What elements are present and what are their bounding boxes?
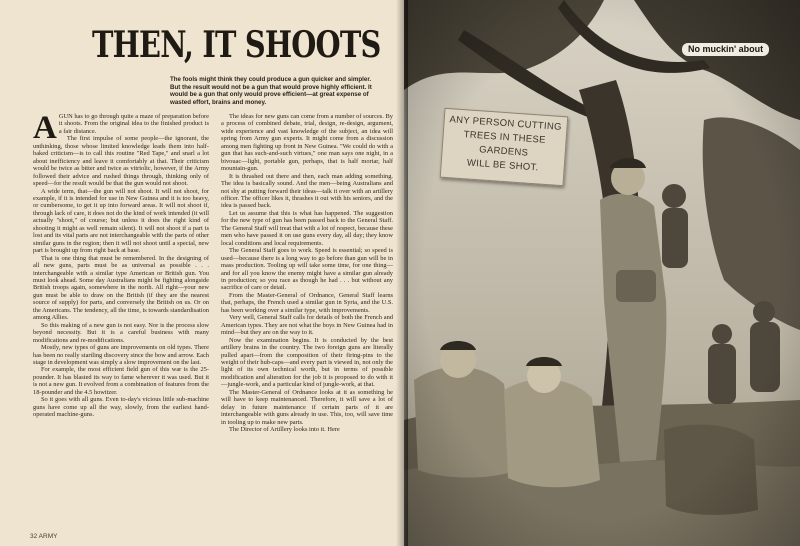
text-column-1 — [33, 113, 209, 533]
sign-line: ANY PERSON CUTTING — [449, 114, 563, 133]
paragraph: The Director of Artillery looks into it. Here — [229, 426, 340, 434]
vignette — [404, 0, 800, 546]
paragraph — [33, 113, 209, 146]
paragraph: The first impulse of some people—the ignorant, the unthinking, those whose limited knowledge leads them into half-baked criticism—is to call this routine "Red Tape," and snarl a lot about inefficiency and leave it comfortably at that. Their criticism would be twice as bitter and twice as vitriolic, however, if the Army followed their advice and rushed things through, thinking only of speed—for the result would be that the gun would not shoot. — [33, 135, 209, 188]
soldiers-photo — [404, 0, 800, 546]
photo-caption-tag: No muckin' about — [682, 43, 769, 56]
page-gutter — [396, 0, 408, 546]
paragraph: Very well, General Staff calls for details of both the French and American types. They are not what the boys in New Guinea had in mind—but they are on the way to it. — [221, 314, 393, 337]
paragraph: So this making of a new gun is not easy. Nor is the process slow beyond necessity. But it is a careful business with many modifications and re-modifications. — [33, 321, 209, 344]
paragraph: So it goes with all guns. Even to-day's vicious little sub-machine guns have come up all the way, slowly, from the earliest hand-operated machine-guns. — [33, 396, 209, 419]
paragraph: Mostly, new types of guns are improvements on old types. There has been no really startling discovery since the bow and arrow. Each stage in development was simply a slow improvement on the last. — [33, 344, 209, 366]
paragraph: The Master-General of Ordnance looks at it as something he will have to keep maintenanced. Therefore, it will save a lot of delay in future maintenance if certain parts of it are interchangeable with guns already in use. This, too, will save time in tooling up to make new parts. — [221, 388, 393, 426]
right-page-photo — [404, 0, 800, 546]
paragraph-text: GUN has to go through quite a maze of preparation before it shoots. From the original idea to the finished product is a fair distance. — [58, 113, 209, 135]
warning-sign — [440, 108, 569, 186]
page-folio: 32 ARMY — [30, 533, 58, 540]
text-column-2 — [221, 113, 393, 533]
sign-line: WILL BE SHOT. — [466, 157, 539, 174]
paragraph: The General Staff goes to work. Speed is essential; so speed is used—because there is a long way to go before than gun will be in mass production. Tooling up will take some time, for one thing—and for all you know the enemy might have a similar gun already in production; so you race as though he had . . . but without any sacrifice of care or detail. — [221, 247, 393, 292]
sign-line: TREES IN THESE GARDENS — [463, 129, 547, 159]
article-title: THEN, IT SHOOTS — [92, 24, 381, 66]
paragraph: From the Master-General of Ordnance, General Staff learns that, perhaps, the French used a similar gun in Syria, and the U.S. has been working over a similar type, with improvements. — [221, 291, 393, 314]
drop-cap: A — [33, 113, 57, 146]
paragraph: Now the examination begins. It is conducted by the best artillery brains in the country. The two foreign guns are literally pulled apart—from the composition of their firing-pins to the weight of their hub-caps—and every part is viewed in, not only the light of its own technical worth, but in terms of possible modification and alteration for the job it is proposed to do with it—jungle-work, and a particular kind of jungle-work, at that. — [221, 336, 393, 389]
paragraph: It is thrashed out there and then, each man adding something. The idea is basically sound. And the men—being Australians and not shy at putting forward their ideas—talk it over with an artillery officer. The officer likes it, thrashes it out with his seniors, and the idea is passed back. — [221, 172, 393, 210]
paragraph: Let us assume that this is what has happened. The suggestion for the new type of gun has been passed back to the General Staff. The General Staff will treat that with a lot of respect, because these men who have passed it on use guns every day, all day; they know local conditions and local requirements. — [221, 209, 393, 247]
paragraph: The ideas for new guns can come from a number of sources. By a process of combined debate, trial, design, re-design, argument, wide experience and vast knowledge of the subject, an idea will spring from Army gun experts. It might come from a discussion among men fighting up front in New Guinea. "We could do with a gun that has such-and-such virtues," one man says one night, in a bivouac—light, portable gun, perhaps, that is half mortar, half mountain-gun. — [221, 113, 393, 173]
article-standfirst: The fools might think they could produce a gun quicker and simpler. But the result would not be a gun that would prove highly efficient. It would be a gun that only would prove efficient—at great expense of wasted effort, brains and money. — [170, 76, 372, 106]
paragraph: That is one thing that must be remembered. In the designing of all new guns, parts must be as universal as possible . . . interchangeable with a similar type American or British gun. You must look ahead. Some day Australians might be fighting alongside British troops again, somewhere in the north. All right—your new gun must be able to draw on the British (if they are the nearest source of supply) for parts, and conversely the British on us. Or on the Americans. The tendency, all the time, is towards standardisation among Allies. — [33, 254, 209, 322]
paragraph: A wide term, that—the gun will not shoot. It will not shoot, for example, if it is intended for use in New Guinea and it is too heavy, or cumbersome, to get it up into forward areas. It will not shoot if, through lack of care, it does not do the kind of work intended (it will actually "shoot," of course; but unless it does the right kind of shooting it might as well remain silent). It will not shoot if a part is lost and its vital parts are not interchangeable with the parts of other similar guns in the region; then it will not shoot until a special, new part is brought up from right back at base. — [33, 187, 209, 255]
paragraph: For example, the most efficient field gun of this war is the 25-pounder. It has blasted its way to fame wherever it was used. But it is not a new gun. It evolved from a combination of features from the 18-pounder and the 4.5 howitzer. — [33, 366, 209, 396]
